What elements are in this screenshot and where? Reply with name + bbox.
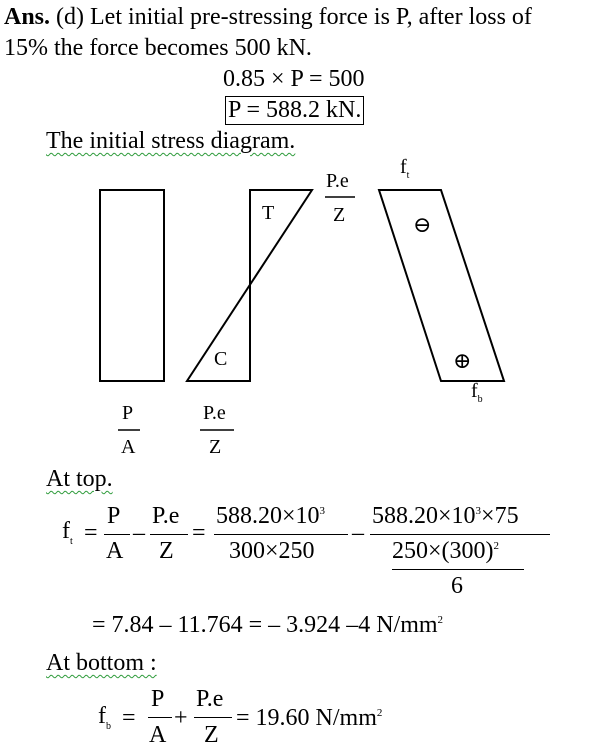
top-frac4-den-outer: 6 <box>451 573 463 599</box>
bottom2-den: Z <box>209 436 222 458</box>
diagram-top-frac-num: P.e <box>326 170 349 192</box>
bottom-frac2-bar <box>194 717 232 718</box>
equation-2-boxed: P = 588.2 kN. <box>225 96 364 125</box>
bottom-eq: = <box>122 705 136 731</box>
top-frac4-num: $588.20\times 10^3\times 75$ <box>372 503 519 529</box>
top-frac3-bar <box>214 534 348 535</box>
plus-circle-icon: ⊕ <box>453 348 472 373</box>
top-frac4-den-inner: $250\times(300)^2$ <box>392 538 500 564</box>
bottom1-den: A <box>121 436 136 458</box>
top-frac4-inner-bar <box>392 569 524 570</box>
top-frac1-num: P <box>107 503 121 529</box>
bending-stress-polygon <box>187 190 312 381</box>
top-frac3-num: $588.20\times 10^3$ <box>216 503 326 529</box>
diagram-top-frac-den: Z <box>333 204 346 226</box>
minus-circle-icon: ⊖ <box>413 212 432 237</box>
bottom1-num: P <box>122 402 134 424</box>
bottom-result: = 19.60 $N/mm^2$ <box>236 705 383 731</box>
bottom-plus: + <box>174 705 188 731</box>
label-compression: C <box>214 348 228 370</box>
top-minus2: – <box>352 520 364 546</box>
equation-1: 0.85 × P = 500 <box>223 66 365 92</box>
top-frac2-bar <box>150 534 188 535</box>
top-frac2-den: Z <box>159 538 174 564</box>
diagram-heading: The initial stress diagram. <box>46 128 296 154</box>
top-frac3-den: 300×250 <box>229 538 315 564</box>
bottom-frac1-bar <box>148 717 172 718</box>
answer-line-2: 15% the force becomes 500 kN. <box>4 35 312 61</box>
answer-text-1: Let initial pre-stressing force is P, after loss of <box>90 4 532 30</box>
top-heading: At top. <box>46 466 113 492</box>
top-minus1: – <box>133 520 145 546</box>
top-frac2-num: P.e <box>152 503 180 529</box>
answer-option: (d) <box>56 4 85 30</box>
top-eq2: = <box>192 520 206 546</box>
label-ft: $f_t$ <box>400 156 410 181</box>
bottom-f-label: $f_b$ <box>98 703 111 732</box>
label-tension: T <box>262 202 275 224</box>
bottom-frac1-num: P <box>151 686 165 712</box>
bottom-frac2-num: P.e <box>196 686 224 712</box>
top-result: = 7.84 – 11.764 = – 3.924 –4 $N/mm^2$ <box>92 612 444 638</box>
label-fb: $f_b$ <box>471 380 483 405</box>
top-f-label: $f_t$ <box>62 518 73 547</box>
uniform-stress-rect <box>100 190 164 381</box>
bottom-frac2-den: Z <box>204 722 219 748</box>
answer-prefix: Ans. <box>4 4 51 30</box>
bottom2-num: P.e <box>203 402 226 424</box>
top-frac4-bar <box>370 534 550 535</box>
top-frac1-den: A <box>106 538 124 564</box>
bottom-frac1-den: A <box>149 722 167 748</box>
top-frac1-bar <box>104 534 130 535</box>
bottom-heading: At bottom : <box>46 650 157 676</box>
combined-stress-polygon <box>379 190 504 381</box>
top-eq: = <box>84 520 98 546</box>
